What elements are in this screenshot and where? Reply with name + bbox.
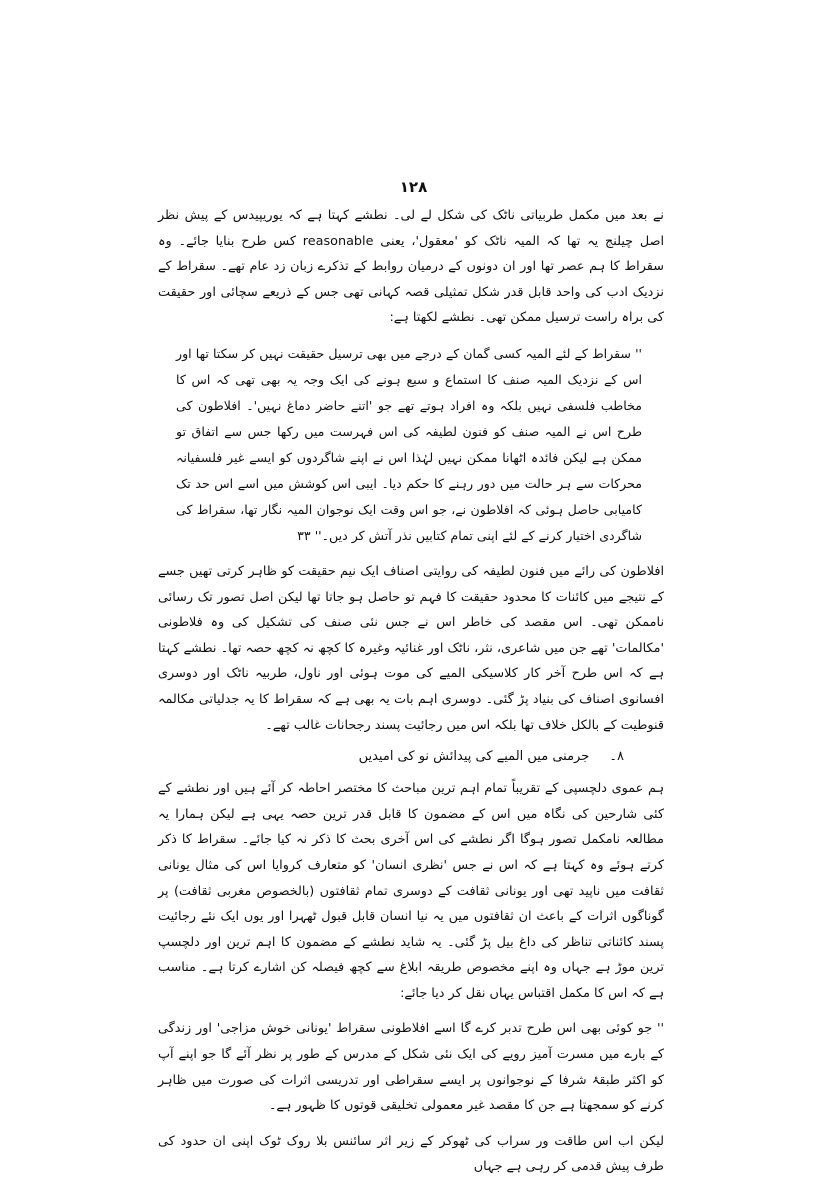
paragraph-1-text: نے بعد میں مکمل طربیاتی ناٹک کی شکل لے لی۔ نطشے کہتا ہے کہ یوریپیدس کے پیش نظر اصل چیلنج یہ تھا کہ المیہ ناٹک کو 'معقول'، یعنی xyxy=(158,208,665,249)
section-number: ۸۔ xyxy=(609,749,624,765)
paragraph-2: افلاطون کی رائے میں فنون لطیفہ کی روایتی اصناف ایک نیم حقیقت کو ظاہر کرتی تھیں جسے کے نتیجے میں کائنات کا محدود حقیقت کا فہم تو حاصل ہو جاتا تھا لیکن اصل تصور تک رسائی ناممکن تھی۔ اس مقصد کی خاطر اس نے جس نئی صنف کی تشکیل کی وہ فلاطونی 'مکالمات' تھے جن میں شاعری، نثر، ناٹک اور غنائیہ وغیرہ کا کچھ نہ کچھ حصہ تھا۔ نطشے کہتا ہے کہ اس طرح آخر کار کلاسیکی المیے کی موت ہوئی اور ناول، طربیہ ناٹک اور دوسری افسانوی اصناف کی بنیاد پڑ گئی۔ دوسری اہم بات یہ بھی ہے کہ سقراط کا یہ جدلیاتی مکالمہ قنوطیت کے بالکل خلاف تھا بلکہ اس میں رجائیت پسند رجحانات غالب تھے۔ xyxy=(158,563,664,733)
body-text xyxy=(158,203,664,1180)
paragraph-1-english-term: reasonable xyxy=(302,233,374,249)
section-heading xyxy=(158,744,664,770)
block-quote-1: '' سقراط کے لئے المیہ کسی گمان کے درجے میں بھی ترسیل حقیقت نہیں کر سکتا تھا اور اس کے نزدیک المیہ صنف کا استماع و سیع ہونے کی ایک وجہ یہ بھی تھی کہ اس کا مخاطب فلسفی نہیں بلکہ وہ افراد ہوتے تھے جو 'اتنے حاضر دماغ نہیں'۔ افلاطون کی طرح اس نے المیہ صنف کو فنون لطیفہ کی اس فہرست میں رکھا جس سے اتفاق تو ممکن ہے لیکن فائدہ اٹھانا ممکن نہیں لہٰذا اس نے اپنے شاگردوں کو ایسے غیر فلسفیانہ محرکات سے ہر حالت میں دور رہنے کا حکم دیا۔ ایبی اس کوشش میں اسے اس حد تک کامیابی حاصل ہوئی کہ افلاطون نے، جو اس وقت ایک نوجوان المیہ نگار تھا، سقراط کی شاگردی اختیار کرنے کے لئے اپنی تمام کتابیں نذر آتش کر دیں۔'' ۳۳ xyxy=(176,345,642,543)
block-quote-2: '' جو کوئی بھی اس طرح تدبر کرے گا اسے افلاطونی سقراط 'یونانی خوش مزاجی' اور زندگی کے بارے میں مسرت آمیز رویے کی ایک نئی شکل کے مدرس کے طور پر نظر آئے گا جو اپنے آپ کو اکثر طبقۂ شرفا کے نوجوانوں پر ایسے سقراطی اور تدریسی اثرات کی صورت میں ظاہر کرنے کو سمجھتا ہے جن کا مقصد غیر معمولی تخلیقی قوتوں کا ظہور ہے۔ xyxy=(158,1021,664,1114)
paragraph-4: لیکن اب اس طاقت ور سراب کی ٹھوکر کے زیر اثر سائنس بلا روک ٹوک اپنی ان حدود کی طرف پیش قدمی کر رہی ہے جہاں xyxy=(158,1133,664,1175)
section-title: جرمنی میں المیے کی پیدائش نو کی امیدیں xyxy=(358,749,590,765)
paragraph-3: ہم عموی دلچسپی کے تقریباً تمام اہم ترین مباحث کا مختصر احاطہ کر آئے ہیں اور نطشے کے کئی شارحین کی نگاہ میں اس کے مضمون کا قابل قدر ترین حصہ یہی ہے لیکن ہمارا یہ مطالعہ نامکمل تصور ہوگا اگر نطشے کی اس آخری بحث کا ذکر نہ کیا جائے۔ سقراط کا ذکر کرتے ہوئے وہ کہتا ہے کہ اس نے جس 'نظری انسان' کو متعارف کروایا اس کی مثال یونانی ثقافت میں ناپید تھی اور یونانی ثقافت کے دوسری تمام ثقافتوں (بالخصوص مغربی ثقافت) پر گوناگوں اثرات کے باعث ان ثقافتوں میں یہ نیا انسان قابل قبول ٹھہرا اور یوں ایک نئے رجائیت پسند کائناتی تناظر کی داغ بیل پڑ گئی۔ یہ شاید نطشے کے مضمون کا اہم ترین اور دلچسپ ترین موڑ ہے جہاں وہ اپنے مخصوص طریقہ ابلاغ سے کچھ فیصلہ کن اشارے کرتا ہے۔ مناسب ہے کہ اس کا مکمل اقتباس یہاں نقل کر دیا جائے: xyxy=(158,781,664,1001)
page-number: ۱۲۸ xyxy=(399,178,428,196)
paragraph-1-continuation: کس طرح بنایا جائے۔ وہ سقراط کا ہم عصر تھا اور ان دونوں کے درمیان روابط کے تذکرے زبان زد عام تھے۔ سقراط کے نزدیک ادب کی واحد قابل قدر شکل تمثیلی قصہ کہانی تھی جس کے ذریعے سچائی اور حقیقت کی براہ راست ترسیل ممکن تھی۔ نطشے لکھتا ہے: xyxy=(158,233,664,326)
paragraph-1 xyxy=(158,203,664,331)
